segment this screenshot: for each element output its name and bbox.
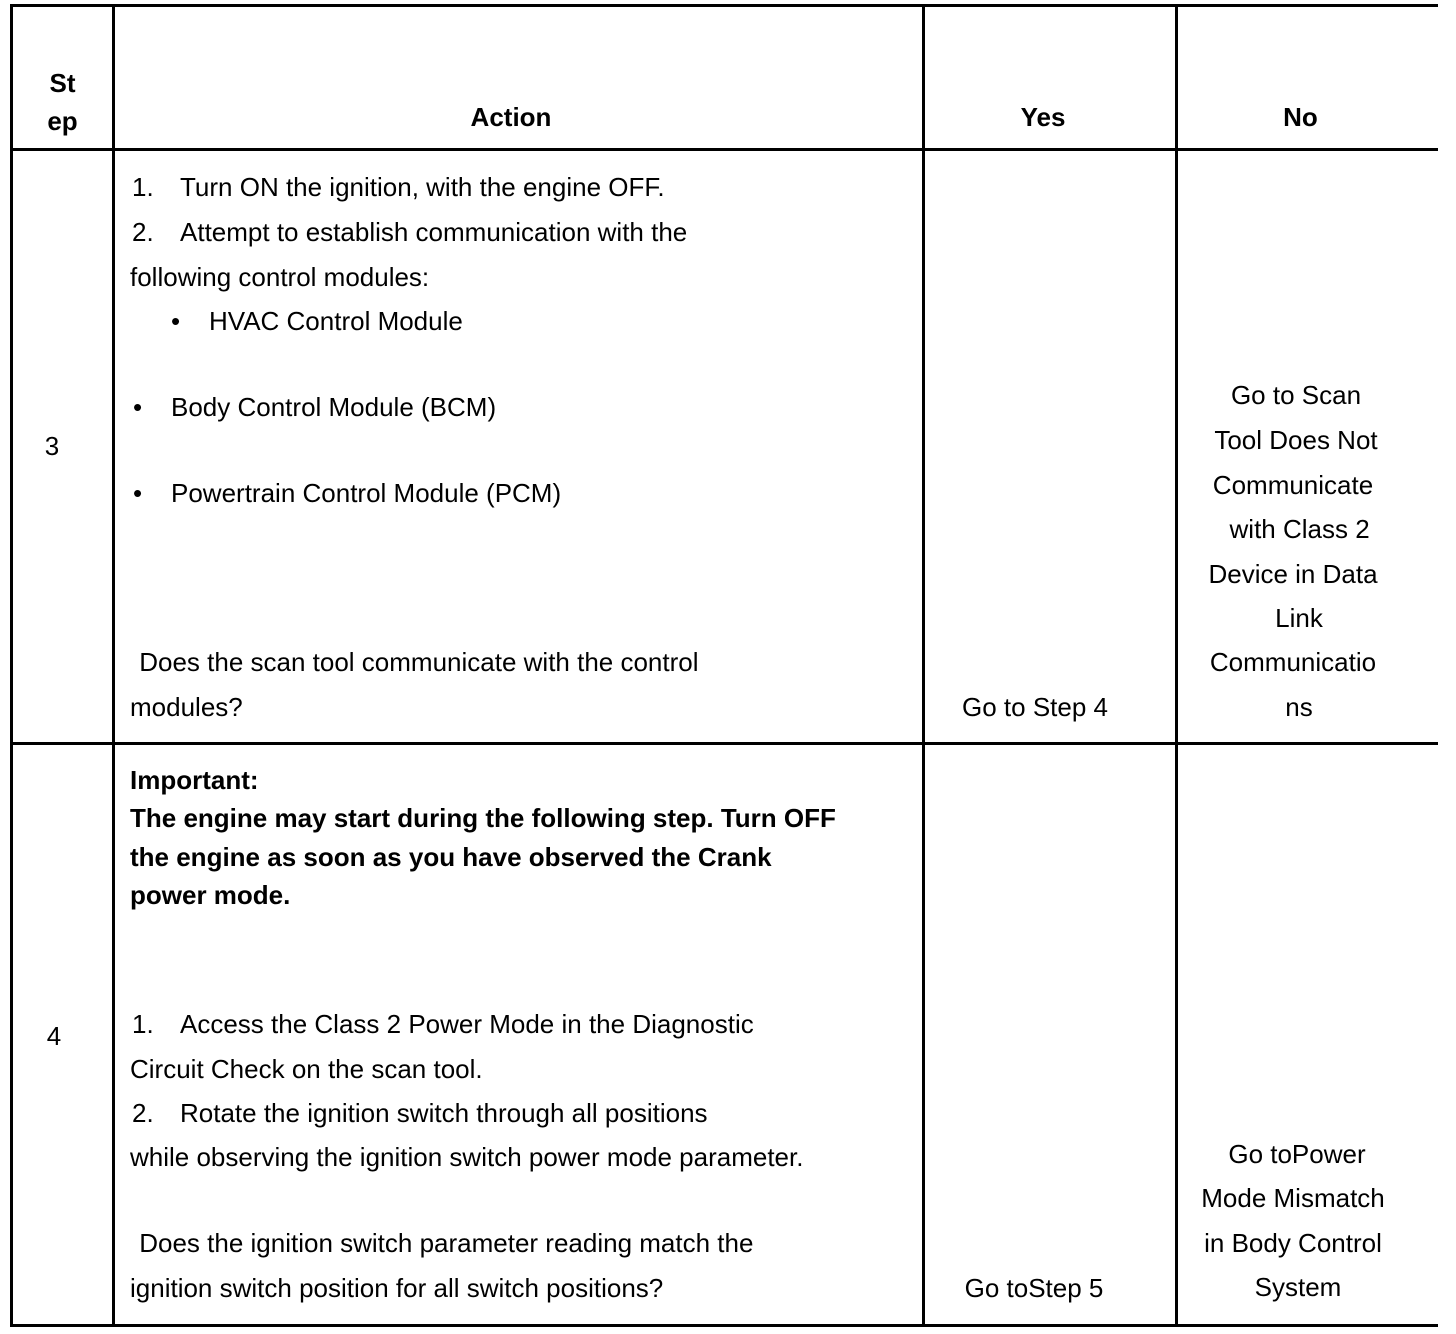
header-no: No <box>1283 102 1318 132</box>
no-result-line: Go toPower <box>1228 1139 1366 1169</box>
header-yes: Yes <box>1020 102 1066 132</box>
bullet-icon: • <box>133 392 143 422</box>
item-number: 2. <box>132 1098 154 1128</box>
step-number: 3 <box>44 431 60 461</box>
action-item-2-continued: while observing the ignition switch power mode parameter. <box>130 1142 804 1172</box>
table-border-bottom <box>10 1324 1438 1327</box>
item-number: 2. <box>132 217 154 247</box>
item-text: Attempt to establish communication with the <box>180 217 688 247</box>
yes-result: Go toStep 5 <box>964 1273 1104 1303</box>
column-divider-action <box>922 4 925 1327</box>
no-result-line: Communicatio <box>1209 647 1377 677</box>
bullet-text: Powertrain Control Module (PCM) <box>171 478 562 508</box>
header-step-line1: St <box>49 68 76 98</box>
bullet-text: Body Control Module (BCM) <box>171 392 497 422</box>
no-result-line: Device in Data <box>1208 559 1378 589</box>
bullet-icon: • <box>171 306 181 336</box>
no-result-line: Mode Mismatch <box>1201 1183 1385 1213</box>
important-text-line: the engine as soon as you have observed the Crank <box>130 842 772 872</box>
item-text: Rotate the ignition switch through all positions <box>180 1098 708 1128</box>
no-result-line: Link <box>1275 603 1323 633</box>
action-item-1 <box>132 172 665 202</box>
action-item-2 <box>132 217 687 247</box>
bullet-item <box>133 478 561 508</box>
no-result-line: with Class 2 <box>1222 514 1370 544</box>
header-action: Action <box>470 102 552 132</box>
bullet-item <box>133 392 496 422</box>
action-item-2 <box>132 1098 708 1128</box>
no-result-line: ns <box>1285 692 1313 722</box>
question-line-1: Does the scan tool communicate with the control <box>132 647 699 677</box>
item-number: 1. <box>132 1009 154 1039</box>
header-divider <box>10 148 1438 151</box>
action-item-1-continued: Circuit Check on the scan tool. <box>130 1054 483 1084</box>
yes-result: Go to Step 4 <box>962 692 1108 722</box>
item-text: Turn ON the ignition, with the engine OFF. <box>180 172 665 202</box>
no-result-line: in Body Control <box>1204 1228 1382 1258</box>
item-number: 1. <box>132 172 154 202</box>
bullet-item <box>171 306 463 336</box>
important-label: Important: <box>130 765 259 795</box>
question-line-1: Does the ignition switch parameter reading match the <box>132 1228 754 1258</box>
column-divider-step <box>112 4 115 1327</box>
item-text: Access the Class 2 Power Mode in the Diagnostic <box>180 1009 754 1039</box>
important-text-line: power mode. <box>130 880 291 910</box>
question-line-2: ignition switch position for all switch positions? <box>130 1273 664 1303</box>
bullet-text: HVAC Control Module <box>209 306 463 336</box>
action-item-1 <box>132 1009 754 1039</box>
no-result-line: Communicate <box>1212 470 1374 500</box>
row-divider <box>10 742 1438 745</box>
no-result-line: Go to Scan <box>1230 380 1362 410</box>
no-result-line: Tool Does Not <box>1214 425 1378 455</box>
no-result-line: System <box>1254 1272 1342 1302</box>
bullet-icon: • <box>133 478 143 508</box>
header-step-line2: ep <box>47 106 78 136</box>
table-border-top <box>10 4 1438 7</box>
header-step <box>13 64 112 140</box>
action-item-2-continued: following control modules: <box>130 262 430 292</box>
step-number: 4 <box>46 1021 62 1051</box>
question-line-2: modules? <box>130 692 243 722</box>
important-text-line: The engine may start during the following step. Turn OFF <box>130 803 836 833</box>
table-border-left <box>10 4 13 1327</box>
